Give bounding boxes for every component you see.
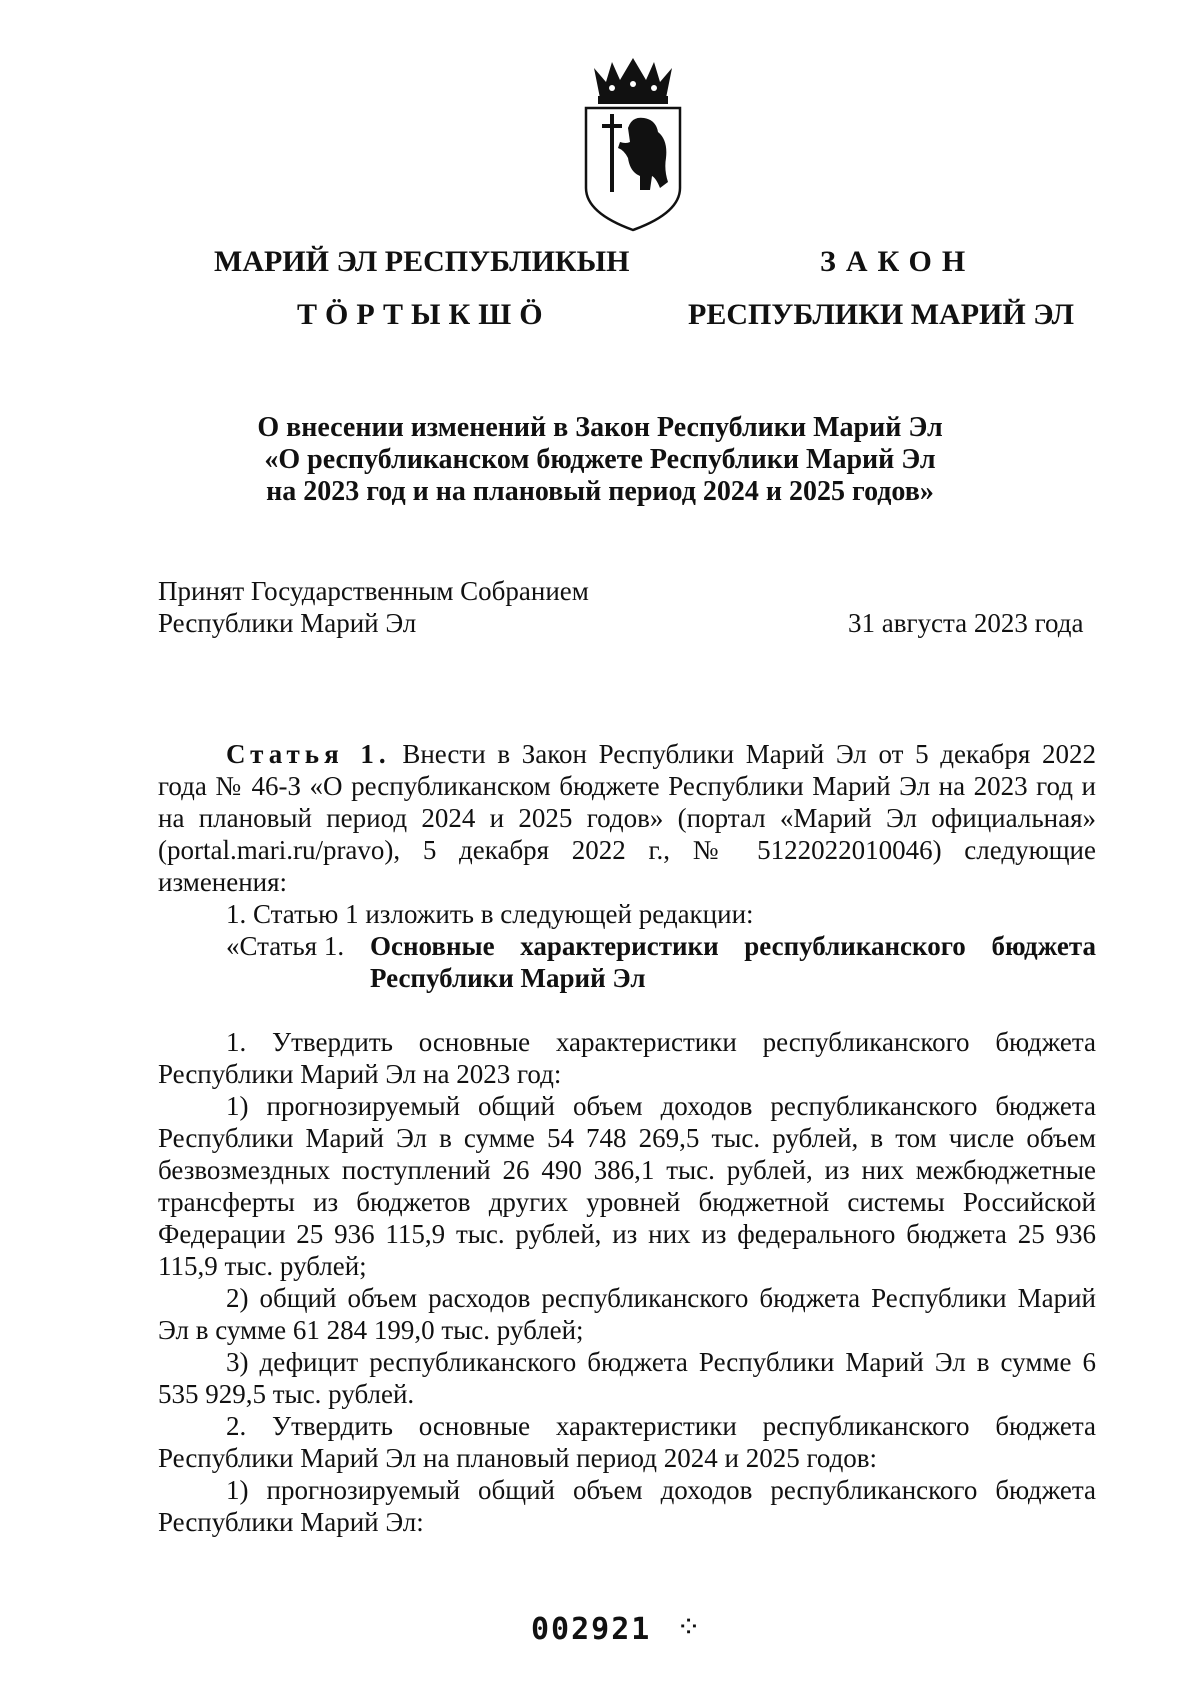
sub-article-title: Основные характеристики республиканского бюджета Республики Марий Эл [370, 931, 1096, 993]
law-title-line: О внесении изменений в Закон Республики Марий Эл [257, 412, 943, 443]
law-title-line: на 2023 год и на плановый период 2024 и 2025 годов» [266, 476, 934, 507]
document-number: 002921 [531, 1612, 652, 1647]
paragraph: 1. Утвердить основные характеристики республиканского бюджета Республики Марий Эл на 2023 год: [158, 1027, 1096, 1089]
sub-article-heading [158, 930, 1096, 994]
paragraph: 2) общий объем расходов республиканского бюджета Республики Марий Эл в сумме 61 284 199,0 тыс. рублей; [158, 1283, 1096, 1345]
header-right-line2: РЕСПУБЛИКИ МАРИЙ ЭЛ [688, 298, 1075, 331]
adoption-date: 31 августа 2023 года [848, 608, 1084, 638]
sub-article-label: «Статья 1. [226, 931, 345, 961]
article-text: Внести в Закон Республики Марий Эл от 5 декабря 2022 года № 46-З «О республиканском бюджете Республики Марий Эл на 2023 год и на плановый период 2024 и 2025 годов» (портал «Марий Эл официальная» (portal.mari.ru/pravo), 5 декабря 2022 г., № 5122022010046) следующие изменения: [158, 739, 1097, 897]
footer-mark: ⁘ [676, 1611, 702, 1644]
law-title [150, 412, 1050, 508]
coat-of-arms-icon [580, 58, 686, 234]
spacer [158, 994, 1096, 1026]
article-label: Статья 1. [226, 739, 391, 769]
header-left-line1: МАРИЙ ЭЛ РЕСПУБЛИКЫН [214, 245, 630, 278]
article-item: 1. Статью 1 изложить в следующей редакции: [226, 899, 754, 929]
header-left-line2: ТӦРТЫКШӦ [297, 298, 551, 331]
paragraph: 3) дефицит республиканского бюджета Республики Марий Эл в сумме 6 535 929,5 тыс. рублей. [158, 1347, 1096, 1409]
adoption-line1: Принят Государственным Собранием [158, 576, 589, 606]
document-body [158, 738, 1096, 1538]
paragraph: 1) прогнозируемый общий объем доходов республиканского бюджета Республики Марий Эл: [158, 1475, 1096, 1537]
paragraph: 1) прогнозируемый общий объем доходов республиканского бюджета Республики Марий Эл в сумме 54 748 269,5 тыс. рублей, в том числе объем безвозмездных поступлений 26 490 386,1 тыс. рублей, из них межбюджетные трансферты из бюджетов других уровней бюджетной системы Российской Федерации 25 936 115,9 тыс. рублей, из них из федерального бюджета 25 936 115,9 тыс. рублей; [158, 1091, 1096, 1281]
law-title-line: «О республиканском бюджете Республики Марий Эл [264, 444, 936, 475]
adoption-line2: Республики Марий Эл [158, 608, 417, 638]
article1-paragraph [158, 738, 1096, 898]
paragraph: 2. Утвердить основные характеристики республиканского бюджета Республики Марий Эл на плановый период 2024 и 2025 годов: [158, 1411, 1096, 1473]
header-right-line1: ЗАКОН [820, 245, 976, 278]
